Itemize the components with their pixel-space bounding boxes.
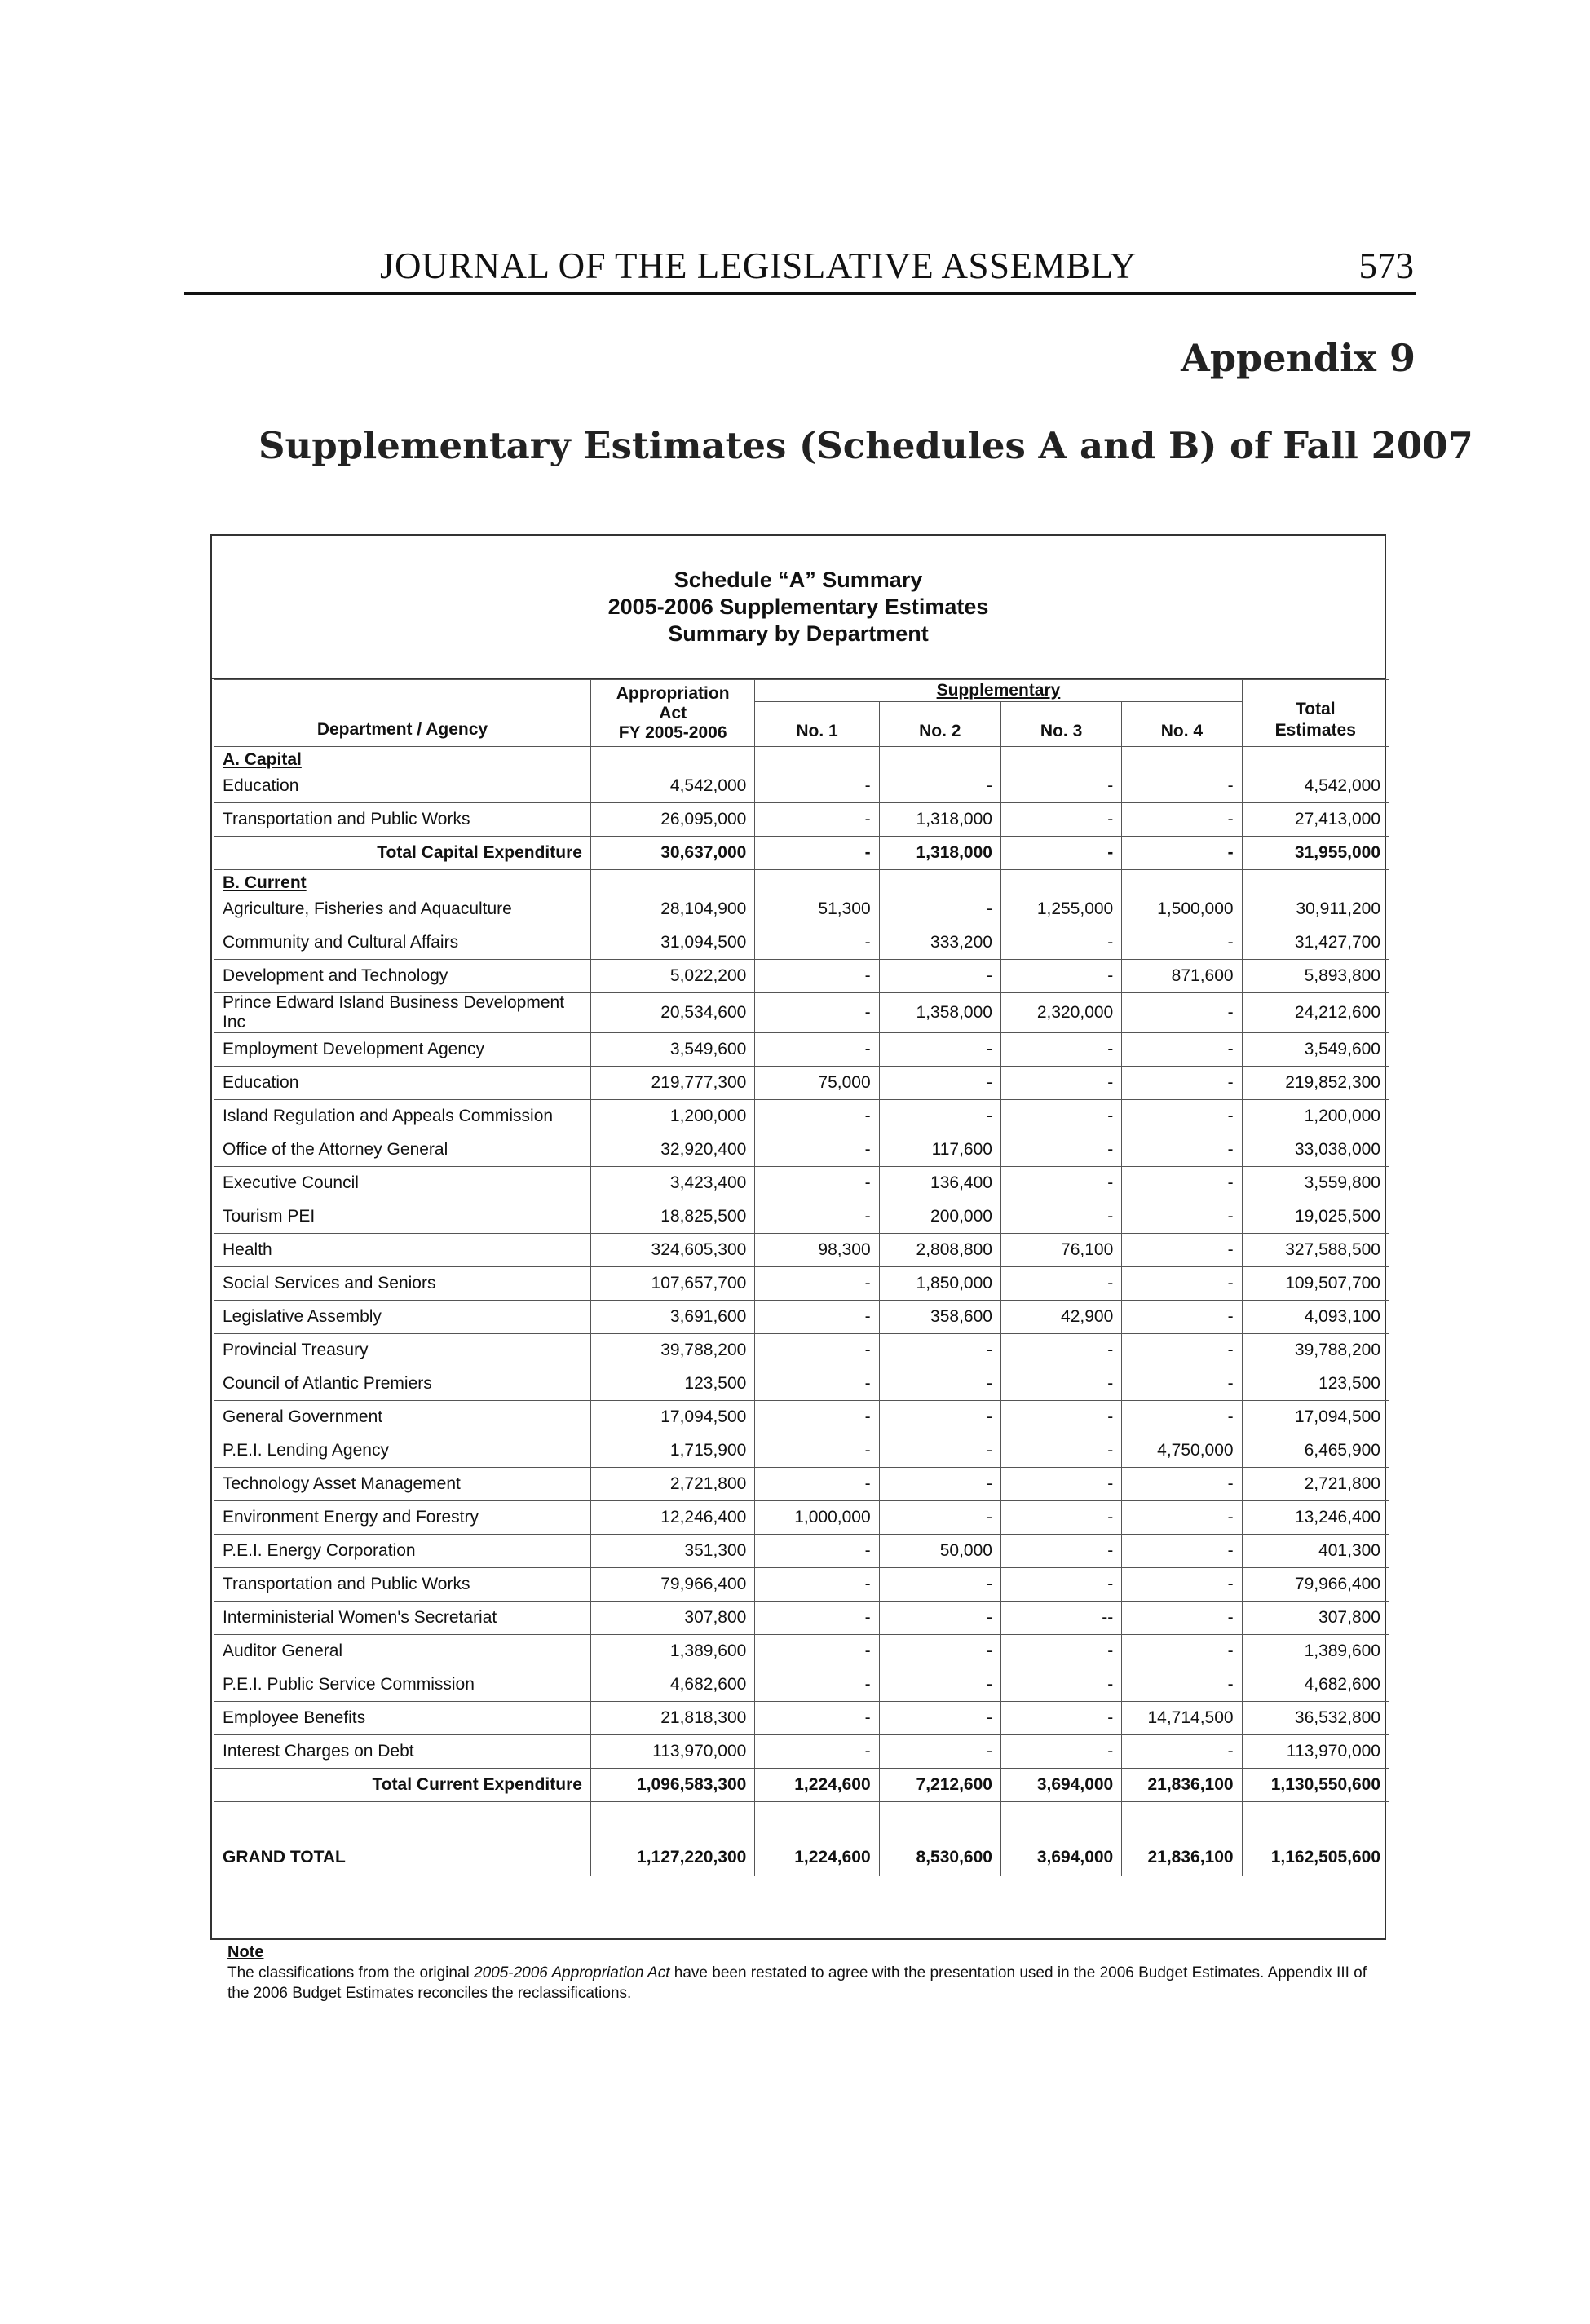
amount-cell-no2: 117,600 bbox=[879, 1133, 1000, 1167]
journal-title: JOURNAL OF THE LEGISLATIVE ASSEMBLY bbox=[380, 245, 1137, 286]
amount-cell-no2: 2,808,800 bbox=[879, 1234, 1000, 1267]
amount-cell-act: 31,094,500 bbox=[590, 926, 754, 960]
amount-cell-no1: - bbox=[755, 1568, 879, 1602]
column-header-line: Appropriation bbox=[616, 683, 730, 703]
amount-cell-no2: - bbox=[879, 1401, 1000, 1434]
amount-cell-no4: - bbox=[1122, 993, 1242, 1033]
summary-table bbox=[214, 679, 1389, 1876]
amount-cell-act: 17,094,500 bbox=[590, 1401, 754, 1434]
table-row bbox=[214, 1133, 1389, 1167]
amount-cell-no2: - bbox=[879, 1602, 1000, 1635]
grand-total-amount-total: 1,162,505,600 bbox=[1242, 1802, 1389, 1876]
amount-cell-total: 1,200,000 bbox=[1242, 1100, 1389, 1133]
table-row bbox=[214, 1501, 1389, 1535]
amount-cell-act: 4,682,600 bbox=[590, 1668, 754, 1702]
amount-cell-act: 351,300 bbox=[590, 1535, 754, 1568]
amount-cell-no4: 1,500,000 bbox=[1122, 893, 1242, 926]
amount-cell-no4: - bbox=[1122, 1033, 1242, 1067]
amount-cell-no3: - bbox=[1000, 1702, 1121, 1735]
department-cell: Office of the Attorney General bbox=[214, 1133, 591, 1167]
amount-cell-no4: - bbox=[1122, 770, 1242, 803]
table-row bbox=[214, 1100, 1389, 1133]
amount-cell-no2: - bbox=[879, 1033, 1000, 1067]
amount-cell-no3: 42,900 bbox=[1000, 1301, 1121, 1334]
section-total-label: Total Current Expenditure bbox=[214, 1769, 591, 1802]
department-cell: Social Services and Seniors bbox=[214, 1267, 591, 1301]
amount-cell-no3: - bbox=[1000, 1267, 1121, 1301]
amount-cell-total: 79,966,400 bbox=[1242, 1568, 1389, 1602]
amount-cell-no4: - bbox=[1122, 1367, 1242, 1401]
amount-cell-no3: 1,255,000 bbox=[1000, 893, 1121, 926]
total-amount-no2: 1,318,000 bbox=[879, 837, 1000, 870]
amount-cell-no2: 1,358,000 bbox=[879, 993, 1000, 1033]
amount-cell-no2: - bbox=[879, 893, 1000, 926]
amount-cell-no1: - bbox=[755, 1702, 879, 1735]
amount-cell-total: 36,532,800 bbox=[1242, 1702, 1389, 1735]
amount-cell-no2: - bbox=[879, 1668, 1000, 1702]
empty-cell bbox=[1000, 870, 1121, 894]
amount-cell-act: 1,715,900 bbox=[590, 1434, 754, 1468]
table-row bbox=[214, 1067, 1389, 1100]
amount-cell-no2: - bbox=[879, 1367, 1000, 1401]
table-row bbox=[214, 960, 1389, 993]
department-cell: General Government bbox=[214, 1401, 591, 1434]
table-row bbox=[214, 1301, 1389, 1334]
section-label: B. Current bbox=[223, 873, 307, 892]
section-header-row bbox=[214, 747, 1389, 771]
department-cell: Auditor General bbox=[214, 1635, 591, 1668]
amount-cell-no2: 1,318,000 bbox=[879, 803, 1000, 837]
empty-cell bbox=[879, 870, 1000, 894]
amount-cell-total: 2,721,800 bbox=[1242, 1468, 1389, 1501]
amount-cell-total: 327,588,500 bbox=[1242, 1234, 1389, 1267]
amount-cell-no4: - bbox=[1122, 1468, 1242, 1501]
department-cell: Interest Charges on Debt bbox=[214, 1735, 591, 1769]
column-header-total-estimates bbox=[1242, 680, 1389, 747]
amount-cell-no2: 136,400 bbox=[879, 1167, 1000, 1200]
amount-cell-total: 401,300 bbox=[1242, 1535, 1389, 1568]
amount-cell-no1: - bbox=[755, 1635, 879, 1668]
department-cell: Education bbox=[214, 770, 591, 803]
amount-cell-no3: - bbox=[1000, 1635, 1121, 1668]
column-header-line: FY 2005-2006 bbox=[618, 722, 727, 742]
amount-cell-no1: - bbox=[755, 1602, 879, 1635]
schedule-title-line: Schedule “A” Summary bbox=[674, 568, 923, 592]
amount-cell-no4: - bbox=[1122, 1501, 1242, 1535]
amount-cell-act: 26,095,000 bbox=[590, 803, 754, 837]
amount-cell-no4: - bbox=[1122, 1267, 1242, 1301]
column-header-no2: No. 2 bbox=[879, 702, 1000, 747]
table-row bbox=[214, 993, 1389, 1033]
empty-cell bbox=[1242, 870, 1389, 894]
amount-cell-no3: - bbox=[1000, 1735, 1121, 1769]
amount-cell-total: 17,094,500 bbox=[1242, 1401, 1389, 1434]
table-row bbox=[214, 1668, 1389, 1702]
note-block bbox=[227, 1942, 1385, 2004]
amount-cell-no1: 1,000,000 bbox=[755, 1501, 879, 1535]
section-label-cell bbox=[214, 870, 591, 894]
grand-total-label: GRAND TOTAL bbox=[214, 1802, 591, 1876]
amount-cell-no3: - bbox=[1000, 960, 1121, 993]
amount-cell-no1: - bbox=[755, 803, 879, 837]
amount-cell-no2: 358,600 bbox=[879, 1301, 1000, 1334]
amount-cell-no2: - bbox=[879, 1434, 1000, 1468]
amount-cell-no4: - bbox=[1122, 1568, 1242, 1602]
amount-cell-no1: - bbox=[755, 1668, 879, 1702]
amount-cell-no3: - bbox=[1000, 1334, 1121, 1367]
table-row bbox=[214, 1200, 1389, 1234]
amount-cell-act: 32,920,400 bbox=[590, 1133, 754, 1167]
amount-cell-no4: - bbox=[1122, 1635, 1242, 1668]
section-total-row bbox=[214, 1769, 1389, 1802]
department-cell: Development and Technology bbox=[214, 960, 591, 993]
amount-cell-no2: - bbox=[879, 1334, 1000, 1367]
amount-cell-act: 324,605,300 bbox=[590, 1234, 754, 1267]
amount-cell-act: 307,800 bbox=[590, 1602, 754, 1635]
amount-cell-no4: - bbox=[1122, 1167, 1242, 1200]
amount-cell-act: 3,423,400 bbox=[590, 1167, 754, 1200]
table-row bbox=[214, 770, 1389, 803]
supplementary-label: Supplementary bbox=[936, 681, 1061, 700]
table-row bbox=[214, 1535, 1389, 1568]
department-cell: Environment Energy and Forestry bbox=[214, 1501, 591, 1535]
amount-cell-no1: - bbox=[755, 993, 879, 1033]
total-amount-no2: 7,212,600 bbox=[879, 1769, 1000, 1802]
amount-cell-no4: - bbox=[1122, 1602, 1242, 1635]
amount-cell-no1: - bbox=[755, 1535, 879, 1568]
department-cell: Tourism PEI bbox=[214, 1200, 591, 1234]
amount-cell-no3: - bbox=[1000, 1401, 1121, 1434]
amount-cell-no1: - bbox=[755, 1033, 879, 1067]
amount-cell-no4: - bbox=[1122, 1200, 1242, 1234]
column-header-department: Department / Agency bbox=[214, 680, 591, 747]
amount-cell-no3: - bbox=[1000, 1067, 1121, 1100]
total-amount-no1: - bbox=[755, 837, 879, 870]
table-row bbox=[214, 1434, 1389, 1468]
empty-cell bbox=[1122, 870, 1242, 894]
amount-cell-act: 3,691,600 bbox=[590, 1301, 754, 1334]
amount-cell-no1: - bbox=[755, 1434, 879, 1468]
amount-cell-act: 113,970,000 bbox=[590, 1735, 754, 1769]
department-cell: Agriculture, Fisheries and Aquaculture bbox=[214, 893, 591, 926]
column-header-appropriation bbox=[590, 680, 754, 747]
department-cell: P.E.I. Lending Agency bbox=[214, 1434, 591, 1468]
table-row bbox=[214, 1167, 1389, 1200]
amount-cell-act: 12,246,400 bbox=[590, 1501, 754, 1535]
note-label: Note bbox=[227, 1943, 264, 1961]
amount-cell-total: 4,542,000 bbox=[1242, 770, 1389, 803]
grand-total-amount-act: 1,127,220,300 bbox=[590, 1802, 754, 1876]
section-label: A. Capital bbox=[223, 750, 302, 769]
table-row bbox=[214, 1234, 1389, 1267]
amount-cell-no1: - bbox=[755, 1301, 879, 1334]
table-row bbox=[214, 1568, 1389, 1602]
empty-cell bbox=[755, 747, 879, 771]
column-header-no4: No. 4 bbox=[1122, 702, 1242, 747]
section-header-row bbox=[214, 870, 1389, 894]
empty-cell bbox=[590, 870, 754, 894]
amount-cell-no1: - bbox=[755, 770, 879, 803]
amount-cell-act: 123,500 bbox=[590, 1367, 754, 1401]
amount-cell-no2: - bbox=[879, 770, 1000, 803]
amount-cell-no3: - bbox=[1000, 1568, 1121, 1602]
amount-cell-no4: - bbox=[1122, 1100, 1242, 1133]
amount-cell-no3: - bbox=[1000, 1668, 1121, 1702]
amount-cell-no2: - bbox=[879, 1568, 1000, 1602]
amount-cell-no4: - bbox=[1122, 1735, 1242, 1769]
department-cell: Community and Cultural Affairs bbox=[214, 926, 591, 960]
amount-cell-total: 3,559,800 bbox=[1242, 1167, 1389, 1200]
department-cell: P.E.I. Energy Corporation bbox=[214, 1535, 591, 1568]
department-cell: Interministerial Women's Secretariat bbox=[214, 1602, 591, 1635]
amount-cell-no4: - bbox=[1122, 803, 1242, 837]
section-label-cell bbox=[214, 747, 591, 771]
amount-cell-no3: 76,100 bbox=[1000, 1234, 1121, 1267]
note-text-italic: 2005-2006 Appropriation Act bbox=[474, 1964, 670, 1982]
amount-cell-no2: - bbox=[879, 1501, 1000, 1535]
total-amount-no3: - bbox=[1000, 837, 1121, 870]
amount-cell-act: 1,200,000 bbox=[590, 1100, 754, 1133]
amount-cell-no4: - bbox=[1122, 1234, 1242, 1267]
amount-cell-no4: - bbox=[1122, 1535, 1242, 1568]
total-amount-no4: 21,836,100 bbox=[1122, 1769, 1242, 1802]
total-amount-act: 30,637,000 bbox=[590, 837, 754, 870]
amount-cell-no1: - bbox=[755, 1100, 879, 1133]
amount-cell-total: 24,212,600 bbox=[1242, 993, 1389, 1033]
amount-cell-total: 39,788,200 bbox=[1242, 1334, 1389, 1367]
table-row bbox=[214, 926, 1389, 960]
amount-cell-total: 33,038,000 bbox=[1242, 1133, 1389, 1167]
department-cell: Transportation and Public Works bbox=[214, 803, 591, 837]
amount-cell-no4: - bbox=[1122, 1401, 1242, 1434]
amount-cell-act: 107,657,700 bbox=[590, 1267, 754, 1301]
amount-cell-act: 2,721,800 bbox=[590, 1468, 754, 1501]
amount-cell-act: 79,966,400 bbox=[590, 1568, 754, 1602]
journal-header bbox=[184, 243, 1416, 295]
appendix-label: Appendix 9 bbox=[1181, 336, 1416, 380]
amount-cell-no3: - bbox=[1000, 1133, 1121, 1167]
table-row bbox=[214, 1602, 1389, 1635]
schedule-title-line: 2005-2006 Supplementary Estimates bbox=[607, 594, 989, 619]
amount-cell-total: 19,025,500 bbox=[1242, 1200, 1389, 1234]
amount-cell-no2: - bbox=[879, 1702, 1000, 1735]
column-header-no1: No. 1 bbox=[755, 702, 879, 747]
department-cell: Education bbox=[214, 1067, 591, 1100]
department-cell: Employee Benefits bbox=[214, 1702, 591, 1735]
amount-cell-no3: - bbox=[1000, 1468, 1121, 1501]
amount-cell-no1: - bbox=[755, 1267, 879, 1301]
amount-cell-total: 113,970,000 bbox=[1242, 1735, 1389, 1769]
table-row bbox=[214, 1367, 1389, 1401]
table-body bbox=[214, 747, 1389, 1876]
department-cell: Employment Development Agency bbox=[214, 1033, 591, 1067]
total-amount-no4: - bbox=[1122, 837, 1242, 870]
amount-cell-no1: - bbox=[755, 1468, 879, 1501]
amount-cell-no4: 14,714,500 bbox=[1122, 1702, 1242, 1735]
amount-cell-no4: - bbox=[1122, 1334, 1242, 1367]
amount-cell-no1: 51,300 bbox=[755, 893, 879, 926]
department-cell: Executive Council bbox=[214, 1167, 591, 1200]
amount-cell-no2: - bbox=[879, 1100, 1000, 1133]
amount-cell-total: 3,549,600 bbox=[1242, 1033, 1389, 1067]
table-row bbox=[214, 1401, 1389, 1434]
amount-cell-no2: - bbox=[879, 1735, 1000, 1769]
amount-cell-no3: - bbox=[1000, 1367, 1121, 1401]
amount-cell-total: 4,682,600 bbox=[1242, 1668, 1389, 1702]
schedule-a-summary-box bbox=[210, 534, 1386, 1940]
department-cell: Legislative Assembly bbox=[214, 1301, 591, 1334]
empty-cell bbox=[755, 870, 879, 894]
amount-cell-no1: 98,300 bbox=[755, 1234, 879, 1267]
amount-cell-no2: 200,000 bbox=[879, 1200, 1000, 1234]
table-row bbox=[214, 1735, 1389, 1769]
table-row bbox=[214, 1468, 1389, 1501]
amount-cell-no1: - bbox=[755, 1334, 879, 1367]
empty-cell bbox=[1122, 747, 1242, 771]
amount-cell-act: 18,825,500 bbox=[590, 1200, 754, 1234]
amount-cell-total: 31,427,700 bbox=[1242, 926, 1389, 960]
amount-cell-no4: - bbox=[1122, 1067, 1242, 1100]
amount-cell-no4: 4,750,000 bbox=[1122, 1434, 1242, 1468]
department-cell: Island Regulation and Appeals Commission bbox=[214, 1100, 591, 1133]
amount-cell-no1: - bbox=[755, 1133, 879, 1167]
column-header-line: Total bbox=[1295, 700, 1336, 718]
section-total-row bbox=[214, 837, 1389, 870]
department-cell: Council of Atlantic Premiers bbox=[214, 1367, 591, 1401]
amount-cell-no3: - bbox=[1000, 770, 1121, 803]
amount-cell-no1: - bbox=[755, 926, 879, 960]
amount-cell-no2: - bbox=[879, 1067, 1000, 1100]
amount-cell-no3: - bbox=[1000, 1200, 1121, 1234]
total-amount-no1: 1,224,600 bbox=[755, 1769, 879, 1802]
amount-cell-act: 20,534,600 bbox=[590, 993, 754, 1033]
amount-cell-act: 219,777,300 bbox=[590, 1067, 754, 1100]
schedule-title-line: Summary by Department bbox=[668, 621, 929, 646]
column-header-supplementary bbox=[755, 680, 1242, 702]
document-title: Supplementary Estimates (Schedules A and B) of Fall 2007 bbox=[258, 424, 1473, 467]
amount-cell-no3: - bbox=[1000, 1100, 1121, 1133]
section-total-label: Total Capital Expenditure bbox=[214, 837, 591, 870]
grand-total-amount-no2: 8,530,600 bbox=[879, 1802, 1000, 1876]
amount-cell-no2: 1,850,000 bbox=[879, 1267, 1000, 1301]
schedule-heading bbox=[212, 536, 1385, 679]
empty-cell bbox=[590, 747, 754, 771]
table-row bbox=[214, 803, 1389, 837]
amount-cell-no1: - bbox=[755, 1401, 879, 1434]
table-row bbox=[214, 1702, 1389, 1735]
amount-cell-total: 13,246,400 bbox=[1242, 1501, 1389, 1535]
note-text-part: have been restated to agree with the presentation used in the 2006 Budget Estimates. Appendix III of the 2006 Budget Estimates reconciles the reclassifications. bbox=[227, 1964, 1367, 2002]
note-text bbox=[227, 1963, 1385, 2004]
amount-cell-total: 307,800 bbox=[1242, 1602, 1389, 1635]
amount-cell-no3: 2,320,000 bbox=[1000, 993, 1121, 1033]
amount-cell-no3: - bbox=[1000, 803, 1121, 837]
amount-cell-act: 3,549,600 bbox=[590, 1033, 754, 1067]
amount-cell-total: 5,893,800 bbox=[1242, 960, 1389, 993]
note-text-part: The classifications from the original bbox=[227, 1964, 475, 1982]
amount-cell-no1: 75,000 bbox=[755, 1067, 879, 1100]
amount-cell-no2: 333,200 bbox=[879, 926, 1000, 960]
amount-cell-no2: 50,000 bbox=[879, 1535, 1000, 1568]
amount-cell-no4: - bbox=[1122, 926, 1242, 960]
total-amount-act: 1,096,583,300 bbox=[590, 1769, 754, 1802]
total-amount-total: 1,130,550,600 bbox=[1242, 1769, 1389, 1802]
amount-cell-total: 219,852,300 bbox=[1242, 1067, 1389, 1100]
amount-cell-total: 27,413,000 bbox=[1242, 803, 1389, 837]
amount-cell-no3: - bbox=[1000, 926, 1121, 960]
department-cell: P.E.I. Public Service Commission bbox=[214, 1668, 591, 1702]
amount-cell-no1: - bbox=[755, 1367, 879, 1401]
page-number: 573 bbox=[1358, 245, 1414, 286]
amount-cell-act: 21,818,300 bbox=[590, 1702, 754, 1735]
table-row bbox=[214, 1635, 1389, 1668]
amount-cell-no3: - bbox=[1000, 1434, 1121, 1468]
amount-cell-total: 1,389,600 bbox=[1242, 1635, 1389, 1668]
table-row bbox=[214, 1267, 1389, 1301]
amount-cell-no3: - bbox=[1000, 1535, 1121, 1568]
amount-cell-act: 39,788,200 bbox=[590, 1334, 754, 1367]
amount-cell-no4: - bbox=[1122, 1301, 1242, 1334]
amount-cell-total: 4,093,100 bbox=[1242, 1301, 1389, 1334]
department-cell: Provincial Treasury bbox=[214, 1334, 591, 1367]
amount-cell-no4: 871,600 bbox=[1122, 960, 1242, 993]
column-header-line: Estimates bbox=[1274, 721, 1356, 740]
amount-cell-no1: - bbox=[755, 1735, 879, 1769]
department-cell: Prince Edward Island Business Development Inc bbox=[214, 993, 591, 1033]
amount-cell-no4: - bbox=[1122, 1133, 1242, 1167]
amount-cell-no3: -- bbox=[1000, 1602, 1121, 1635]
amount-cell-no2: - bbox=[879, 1468, 1000, 1501]
empty-cell bbox=[879, 747, 1000, 771]
table-row bbox=[214, 893, 1389, 926]
amount-cell-no3: - bbox=[1000, 1501, 1121, 1535]
grand-total-amount-no4: 21,836,100 bbox=[1122, 1802, 1242, 1876]
amount-cell-no2: - bbox=[879, 1635, 1000, 1668]
table-row bbox=[214, 1033, 1389, 1067]
empty-cell bbox=[1000, 747, 1121, 771]
amount-cell-no1: - bbox=[755, 960, 879, 993]
department-cell: Technology Asset Management bbox=[214, 1468, 591, 1501]
grand-total-row bbox=[214, 1802, 1389, 1876]
amount-cell-no2: - bbox=[879, 960, 1000, 993]
amount-cell-total: 6,465,900 bbox=[1242, 1434, 1389, 1468]
amount-cell-no3: - bbox=[1000, 1167, 1121, 1200]
amount-cell-act: 5,022,200 bbox=[590, 960, 754, 993]
table-row bbox=[214, 1334, 1389, 1367]
amount-cell-no1: - bbox=[755, 1167, 879, 1200]
amount-cell-total: 30,911,200 bbox=[1242, 893, 1389, 926]
column-header-no3: No. 3 bbox=[1000, 702, 1121, 747]
department-cell: Health bbox=[214, 1234, 591, 1267]
total-amount-total: 31,955,000 bbox=[1242, 837, 1389, 870]
total-amount-no3: 3,694,000 bbox=[1000, 1769, 1121, 1802]
amount-cell-no4: - bbox=[1122, 1668, 1242, 1702]
column-header-line: Act bbox=[659, 703, 687, 722]
department-cell: Transportation and Public Works bbox=[214, 1568, 591, 1602]
amount-cell-total: 109,507,700 bbox=[1242, 1267, 1389, 1301]
empty-cell bbox=[1242, 747, 1389, 771]
grand-total-amount-no1: 1,224,600 bbox=[755, 1802, 879, 1876]
amount-cell-act: 4,542,000 bbox=[590, 770, 754, 803]
grand-total-amount-no3: 3,694,000 bbox=[1000, 1802, 1121, 1876]
amount-cell-no1: - bbox=[755, 1200, 879, 1234]
amount-cell-no3: - bbox=[1000, 1033, 1121, 1067]
amount-cell-total: 123,500 bbox=[1242, 1367, 1389, 1401]
amount-cell-act: 28,104,900 bbox=[590, 893, 754, 926]
amount-cell-act: 1,389,600 bbox=[590, 1635, 754, 1668]
